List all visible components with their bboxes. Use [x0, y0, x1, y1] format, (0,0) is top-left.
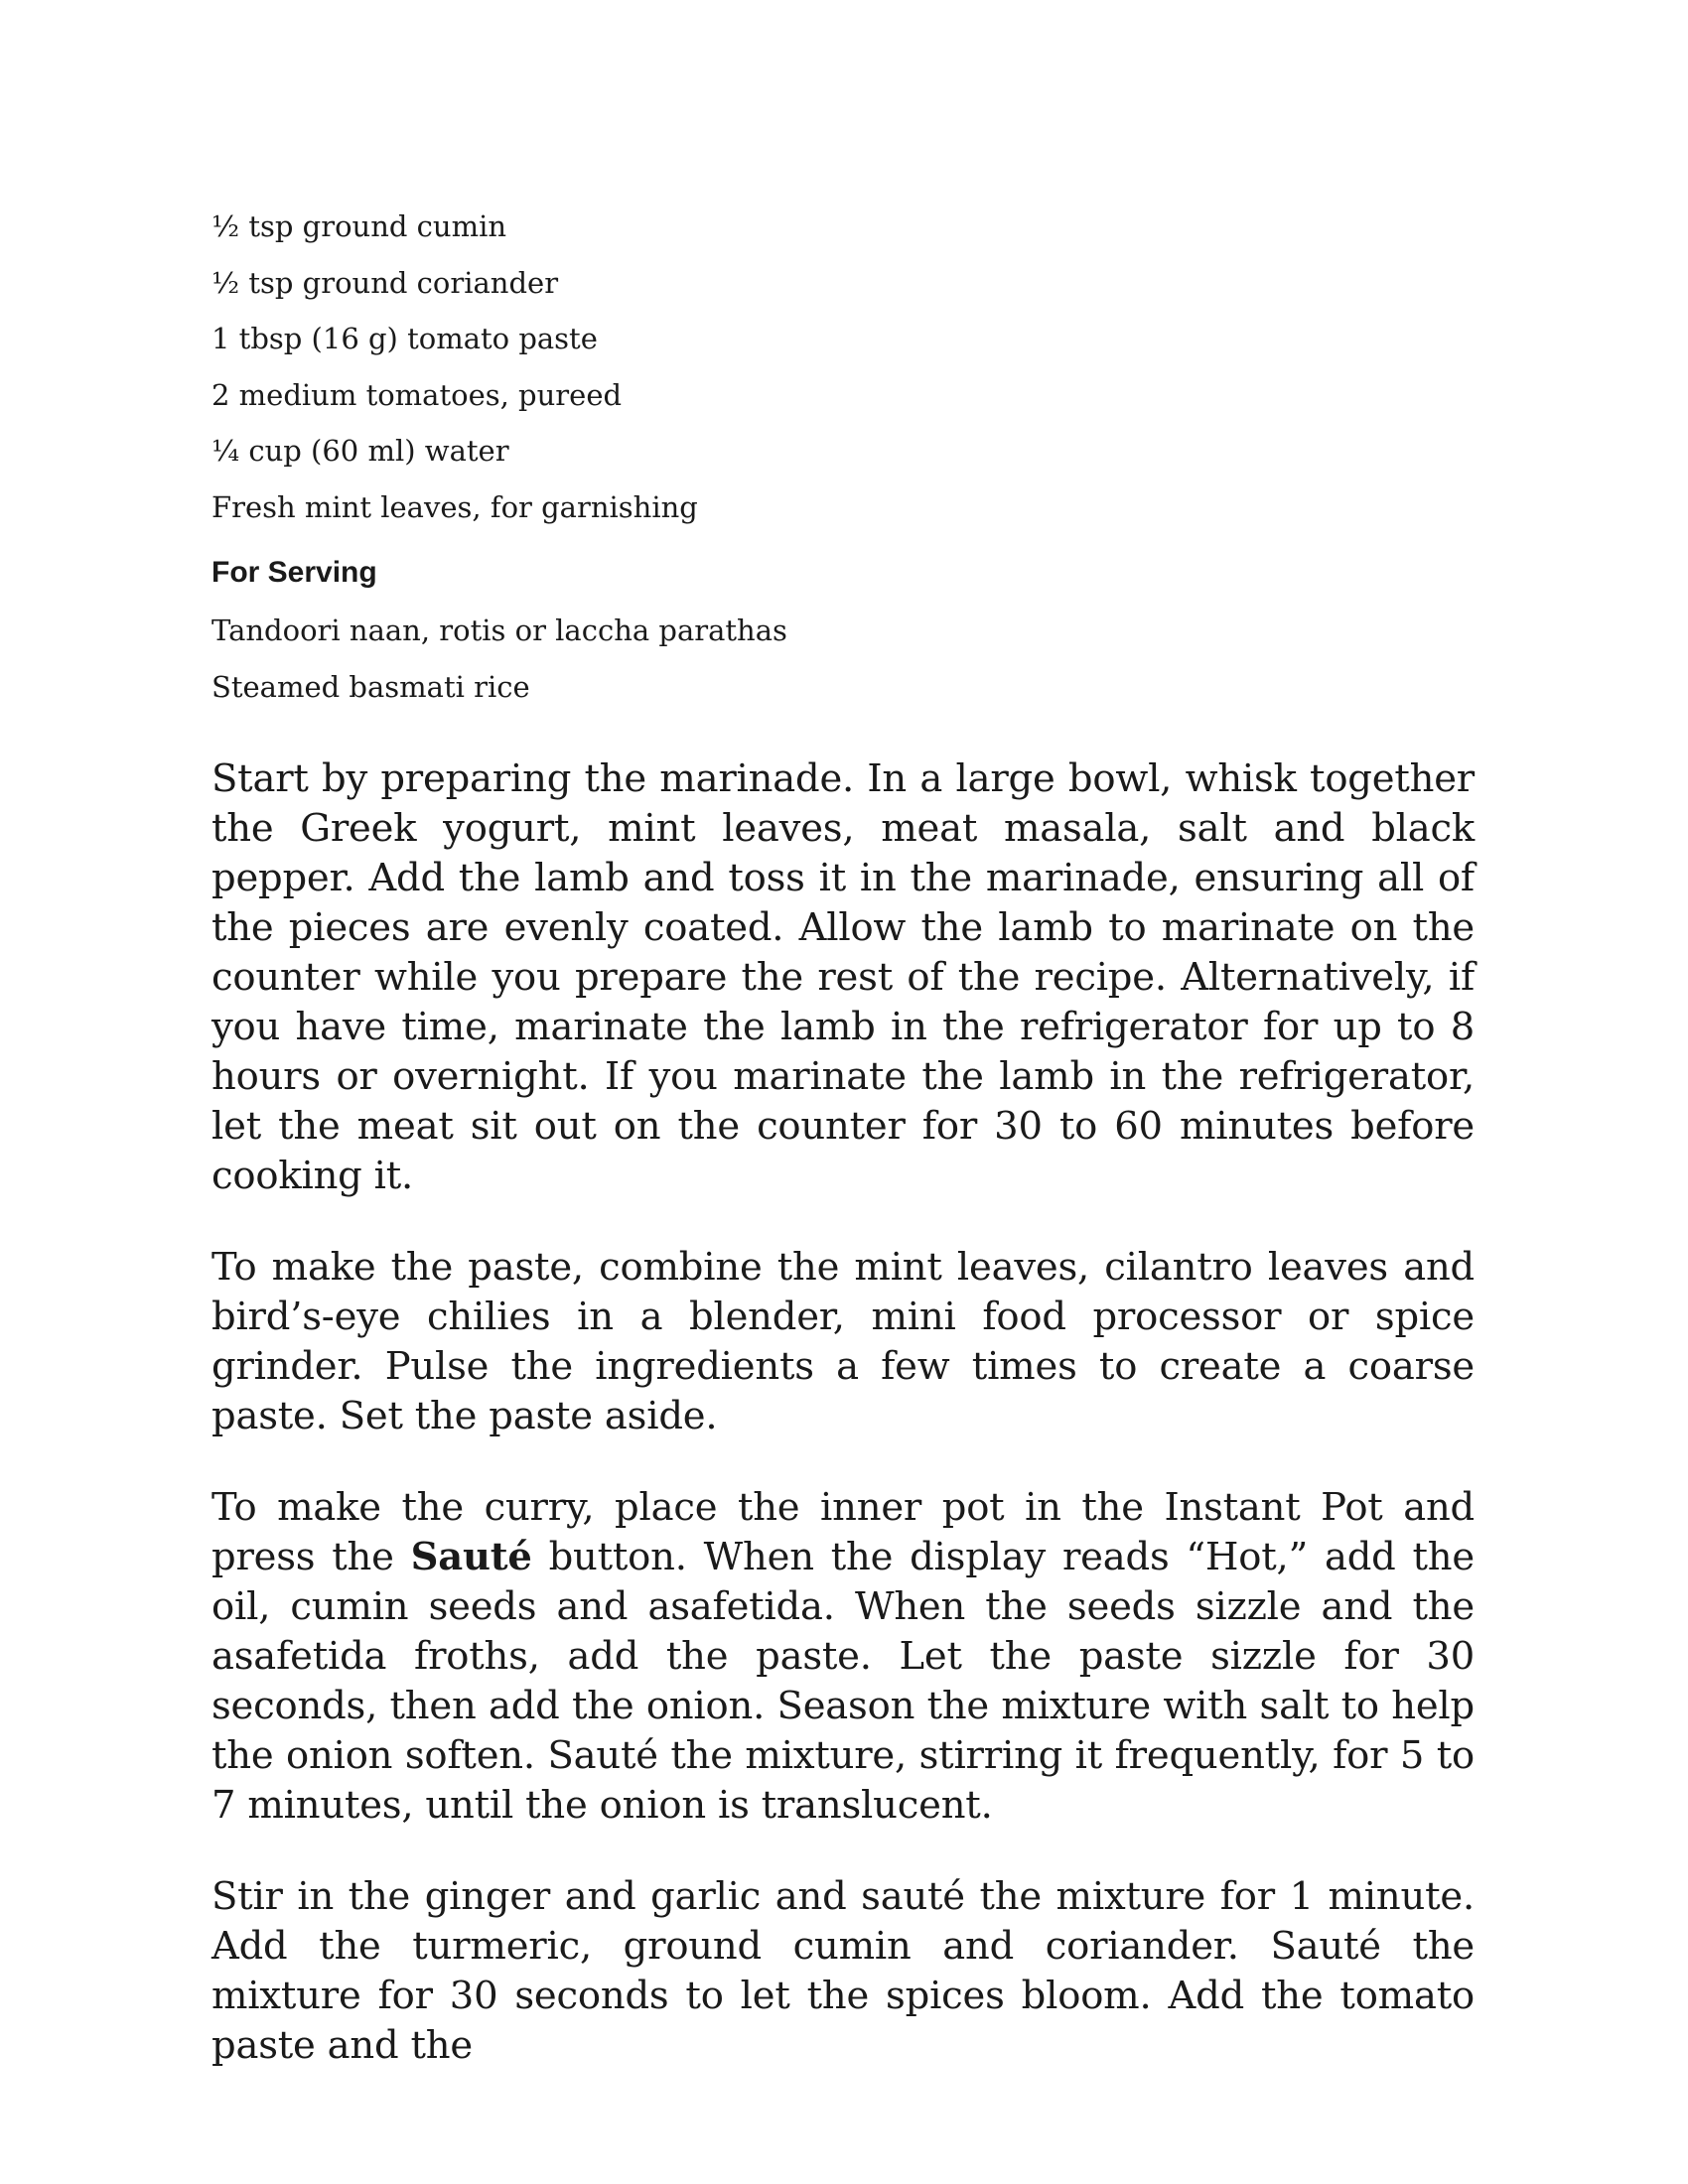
instructions	[211, 754, 1475, 2071]
instruction-step-marinade: Start by preparing the marinade. In a large bowl, whisk together the Greek yogurt, mint leaves, meat masala, salt and black pepper. Add the lamb and toss it in the marinade, ensuring all of the pieces are evenly coated. Allow the lamb to marinate on the counter while you prepare the rest of the recipe. Alternatively, if you have time, marinate the lamb in the refrigerator for up to 8 hours or overnight. If you marinate the lamb in the refrigerator, let the meat sit out on the counter for 30 to 60 minutes before cooking it.	[211, 756, 1475, 1198]
ingredient-item: 1 tbsp (16 g) tomato paste	[211, 322, 598, 355]
instruction-step-spices: Stir in the ginger and garlic and sauté the mixture for 1 minute. Add the turmeric, ground cumin and coriander. Sauté the mixture for 30 seconds to let the spices bloom. Add the tomato paste and the	[211, 1874, 1475, 2068]
serving-item: Tandoori naan, rotis or laccha parathas	[211, 614, 787, 647]
instruction-step-paste: To make the paste, combine the mint leaves, cilantro leaves and bird’s-eye chilies in a blender, mini food processor or spice grinder. Pulse the ingredients a few times to create a coarse paste. Set the paste aside.	[211, 1245, 1475, 1438]
ingredient-item: ½ tsp ground cumin	[211, 209, 507, 243]
ingredient-list	[211, 199, 1475, 535]
step-text: button. When the display reads “Hot,” add the oil, cumin seeds and asafetida. When the seeds sizzle and the asafetida froths, add the paste. Let the paste sizzle for 30 seconds, then add the onion. Season the mixture with salt to help the onion soften. Sauté the mixture, stirring it frequently, for 5 to 7 minutes, until the onion is translucent.	[211, 1535, 1475, 1828]
ingredient-item: 2 medium tomatoes, pureed	[211, 377, 623, 412]
serving-item: Steamed basmati rice	[211, 669, 530, 704]
saute-button-label: Sauté	[410, 1535, 532, 1579]
ingredient-item: Fresh mint leaves, for garnishing	[211, 489, 698, 524]
serving-list	[211, 603, 1475, 715]
instruction-step-curry	[211, 1483, 1475, 1831]
ingredient-item: ½ tsp ground coriander	[211, 265, 559, 300]
ingredient-item: ¼ cup (60 ml) water	[211, 434, 509, 468]
recipe-page	[211, 199, 1475, 2113]
step-text: To make the curry, place the inner pot in the Instant Pot and press the	[211, 1485, 1475, 1579]
for-serving-heading: For Serving	[211, 556, 377, 589]
